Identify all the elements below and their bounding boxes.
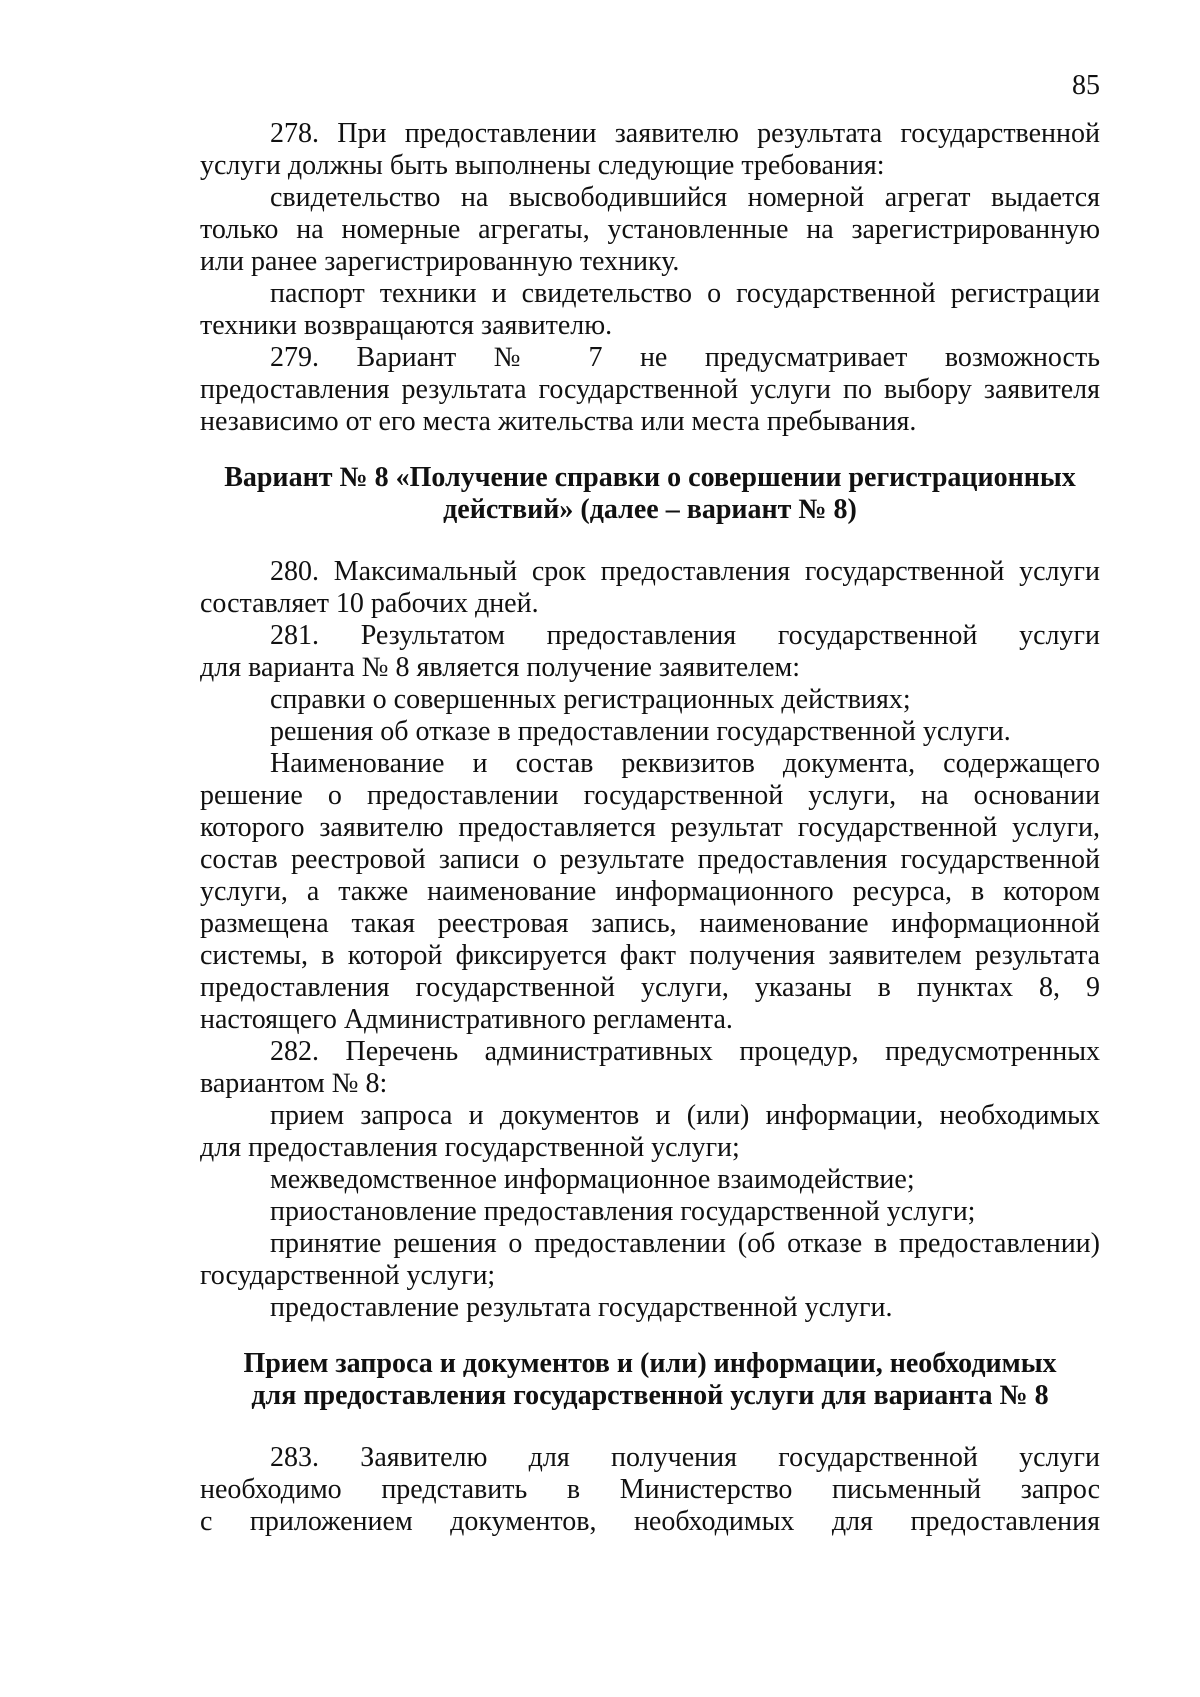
paragraph-282: [200, 1036, 1100, 1100]
text-line: системы, в которой фиксируется факт получения заявителем результата: [200, 940, 1100, 971]
text-line: 278. При предоставлении заявителю результата государственной: [270, 118, 1100, 149]
text-line: 279. Вариант № 7 не предусматривает возможность: [270, 342, 1100, 373]
text-line: с приложением документов, необходимых для предоставления: [200, 1506, 1100, 1537]
text-line: 280. Максимальный срок предоставления государственной услуги: [270, 556, 1100, 587]
text-line: предоставления результата государственной услуги по выбору заявителя: [200, 374, 1100, 405]
text-line: или ранее зарегистрированную технику.: [200, 246, 680, 277]
text-line: независимо от его места жительства или места пребывания.: [200, 406, 917, 437]
text-line: настоящего Административного регламента.: [200, 1004, 733, 1035]
text-line: только на номерные агрегаты, установленные на зарегистрированную: [200, 214, 1100, 245]
paragraph-279: [200, 342, 1100, 438]
text-line: техники возвращаются заявителю.: [200, 310, 613, 341]
text-line: составляет 10 рабочих дней.: [200, 588, 539, 619]
text-line: 281. Результатом предоставления государственной услуги: [270, 620, 1100, 651]
text-line: которого заявителю предоставляется результат государственной услуги,: [200, 812, 1100, 843]
text-line: услуги должны быть выполнены следующие требования:: [200, 150, 885, 181]
section-heading-request-intake: [200, 1348, 1100, 1412]
paragraph-282-item-a: [200, 1100, 1100, 1164]
paragraph-280: [200, 556, 1100, 620]
text-line: государственной услуги;: [200, 1260, 496, 1291]
heading-line: Вариант № 8 «Получение справки о совершении регистрационных: [224, 462, 1076, 493]
text-line: предоставление результата государственной услуги.: [270, 1292, 893, 1323]
heading-line: Прием запроса и документов и (или) информации, необходимых: [243, 1348, 1057, 1379]
text-line: состав реестровой записи о результате предоставления государственной: [200, 844, 1100, 875]
text-line: справки о совершенных регистрационных действиях;: [270, 684, 911, 715]
paragraph-283: [200, 1442, 1100, 1538]
text-line: принятие решения о предоставлении (об отказе в предоставлении): [270, 1228, 1100, 1259]
text-line: решение о предоставлении государственной услуги, на основании: [200, 780, 1100, 811]
paragraph-282-item-b: [200, 1164, 1100, 1196]
text-line: 283. Заявителю для получения государственной услуги: [270, 1442, 1100, 1473]
paragraph-282-item-d: [200, 1228, 1100, 1292]
page-number: 85: [1072, 70, 1100, 101]
text-line: предоставления государственной услуги, указаны в пунктах 8, 9: [200, 972, 1100, 1003]
paragraph-281-item-b: [200, 716, 1100, 748]
paragraph-278-item-b: [200, 278, 1100, 342]
text-line: размещена такая реестровая запись, наименование информационной: [200, 908, 1100, 939]
text-line: свидетельство на высвободившийся номерной агрегат выдается: [270, 182, 1100, 213]
text-line: услуги, а также наименование информационного ресурса, в котором: [200, 876, 1100, 907]
text-line: для предоставления государственной услуги;: [200, 1132, 740, 1163]
text-line: паспорт техники и свидетельство о государственной регистрации: [270, 278, 1100, 309]
text-line: 282. Перечень административных процедур, предусмотренных: [270, 1036, 1100, 1067]
text-line: межведомственное информационное взаимодействие;: [270, 1164, 915, 1195]
text-line: приостановление предоставления государственной услуги;: [270, 1196, 976, 1227]
text-line: решения об отказе в предоставлении государственной услуги.: [270, 716, 1011, 747]
text-line: вариантом № 8:: [200, 1068, 388, 1099]
text-line: необходимо представить в Министерство письменный запрос: [200, 1474, 1100, 1505]
document-body: [200, 118, 1100, 1538]
heading-line: действий» (далее – вариант № 8): [443, 494, 857, 525]
paragraph-278-item-a: [200, 182, 1100, 278]
text-line: для варианта № 8 является получение заявителем:: [200, 652, 801, 683]
section-heading-variant-8: [200, 462, 1100, 526]
text-line: Наименование и состав реквизитов документа, содержащего: [270, 748, 1100, 779]
paragraph-281-item-a: [200, 684, 1100, 716]
paragraph-281-details: [200, 748, 1100, 1036]
paragraph-281: [200, 620, 1100, 684]
text-line: прием запроса и документов и (или) информации, необходимых: [270, 1100, 1100, 1131]
paragraph-278-intro: [200, 118, 1100, 182]
heading-line: для предоставления государственной услуги для варианта № 8: [251, 1380, 1049, 1411]
paragraph-282-item-c: [200, 1196, 1100, 1228]
paragraph-282-item-e: [200, 1292, 1100, 1324]
